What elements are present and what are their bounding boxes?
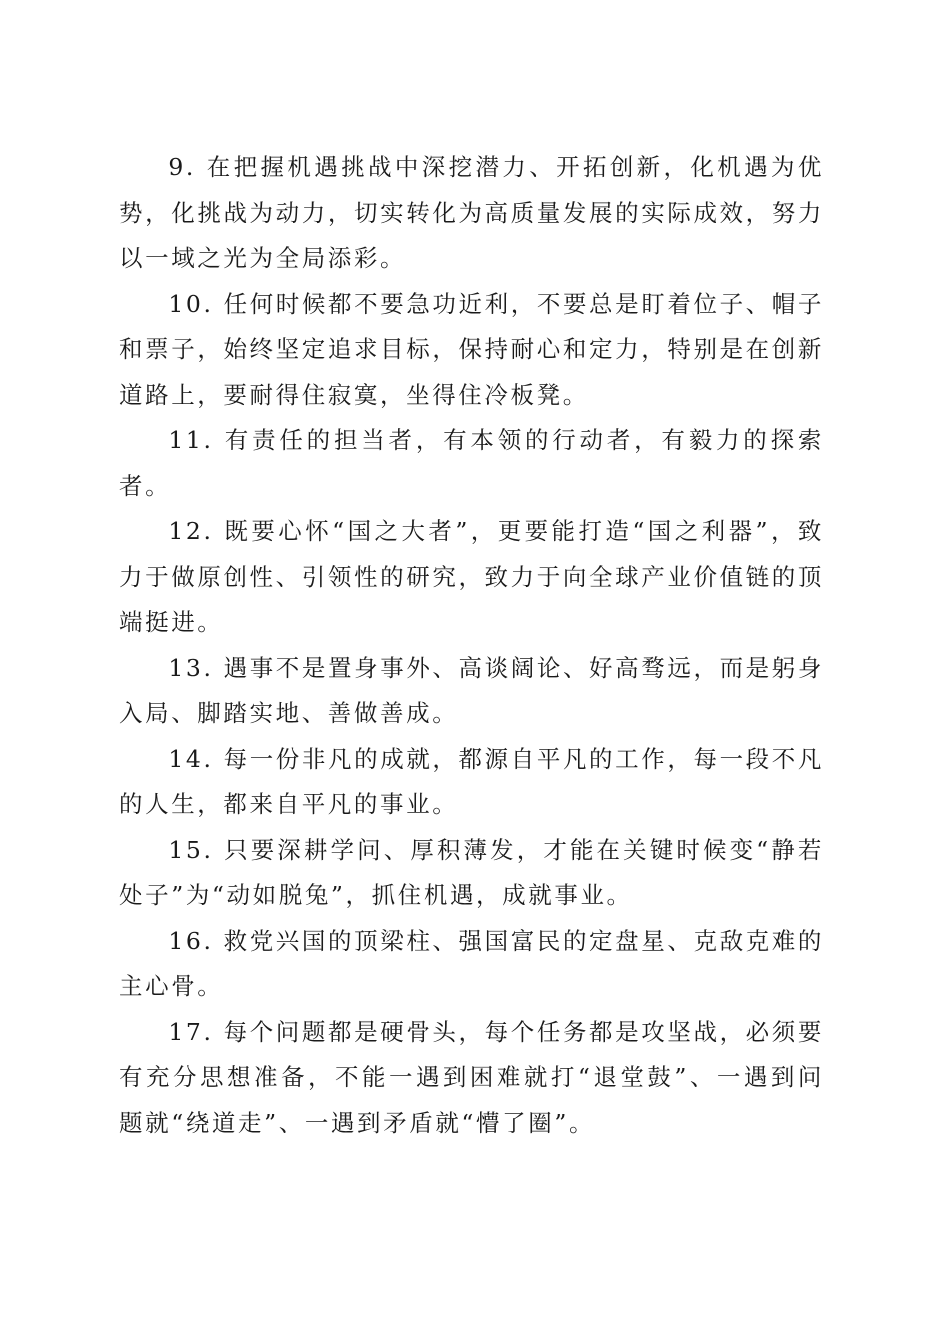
paragraph-15: 15. 只要深耕学问、厚积薄发，才能在关键时候变“静若处子”为“动如脱兔”，抓住机遇，成就事业。 bbox=[119, 835, 824, 909]
paragraph-12: 12. 既要心怀“国之大者”，更要能打造“国之利器”，致力于做原创性、引领性的研究，致力于向全球产业价值链的顶端挺进。 bbox=[119, 517, 824, 636]
paragraph-10: 10. 任何时候都不要急功近利，不要总是盯着位子、帽子和票子，始终坚定追求目标，保持耐心和定力，特别是在创新道路上，要耐得住寂寞，坐得住冷板凳。 bbox=[119, 289, 824, 409]
paragraph-14: 14. 每一份非凡的成就，都源自平凡的工作，每一段不凡的人生，都来自平凡的事业。 bbox=[119, 744, 824, 818]
paragraph-9: 9. 在把握机遇挑战中深挖潜力、开拓创新，化机遇为优势，化挑战为动力，切实转化为高质量发展的实际成效，努力以一域之光为全局添彩。 bbox=[119, 153, 824, 272]
paragraph-16: 16. 救党兴国的顶梁柱、强国富民的定盘星、克敌克难的主心骨。 bbox=[119, 926, 824, 1000]
paragraph-11: 11. 有责任的担当者，有本领的行动者，有毅力的探索者。 bbox=[119, 426, 824, 500]
paragraph-13: 13. 遇事不是置身事外、高谈阔论、好高骛远，而是躬身入局、脚踏实地、善做善成。 bbox=[119, 653, 824, 727]
document-body bbox=[119, 145, 824, 1146]
paragraph-17: 17. 每个问题都是硬骨头，每个任务都是攻坚战，必须要有充分思想准备，不能一遇到困难就打“退堂鼓”、一遇到问题就“绕道走”、一遇到矛盾就“懵了圈”。 bbox=[119, 1017, 824, 1137]
